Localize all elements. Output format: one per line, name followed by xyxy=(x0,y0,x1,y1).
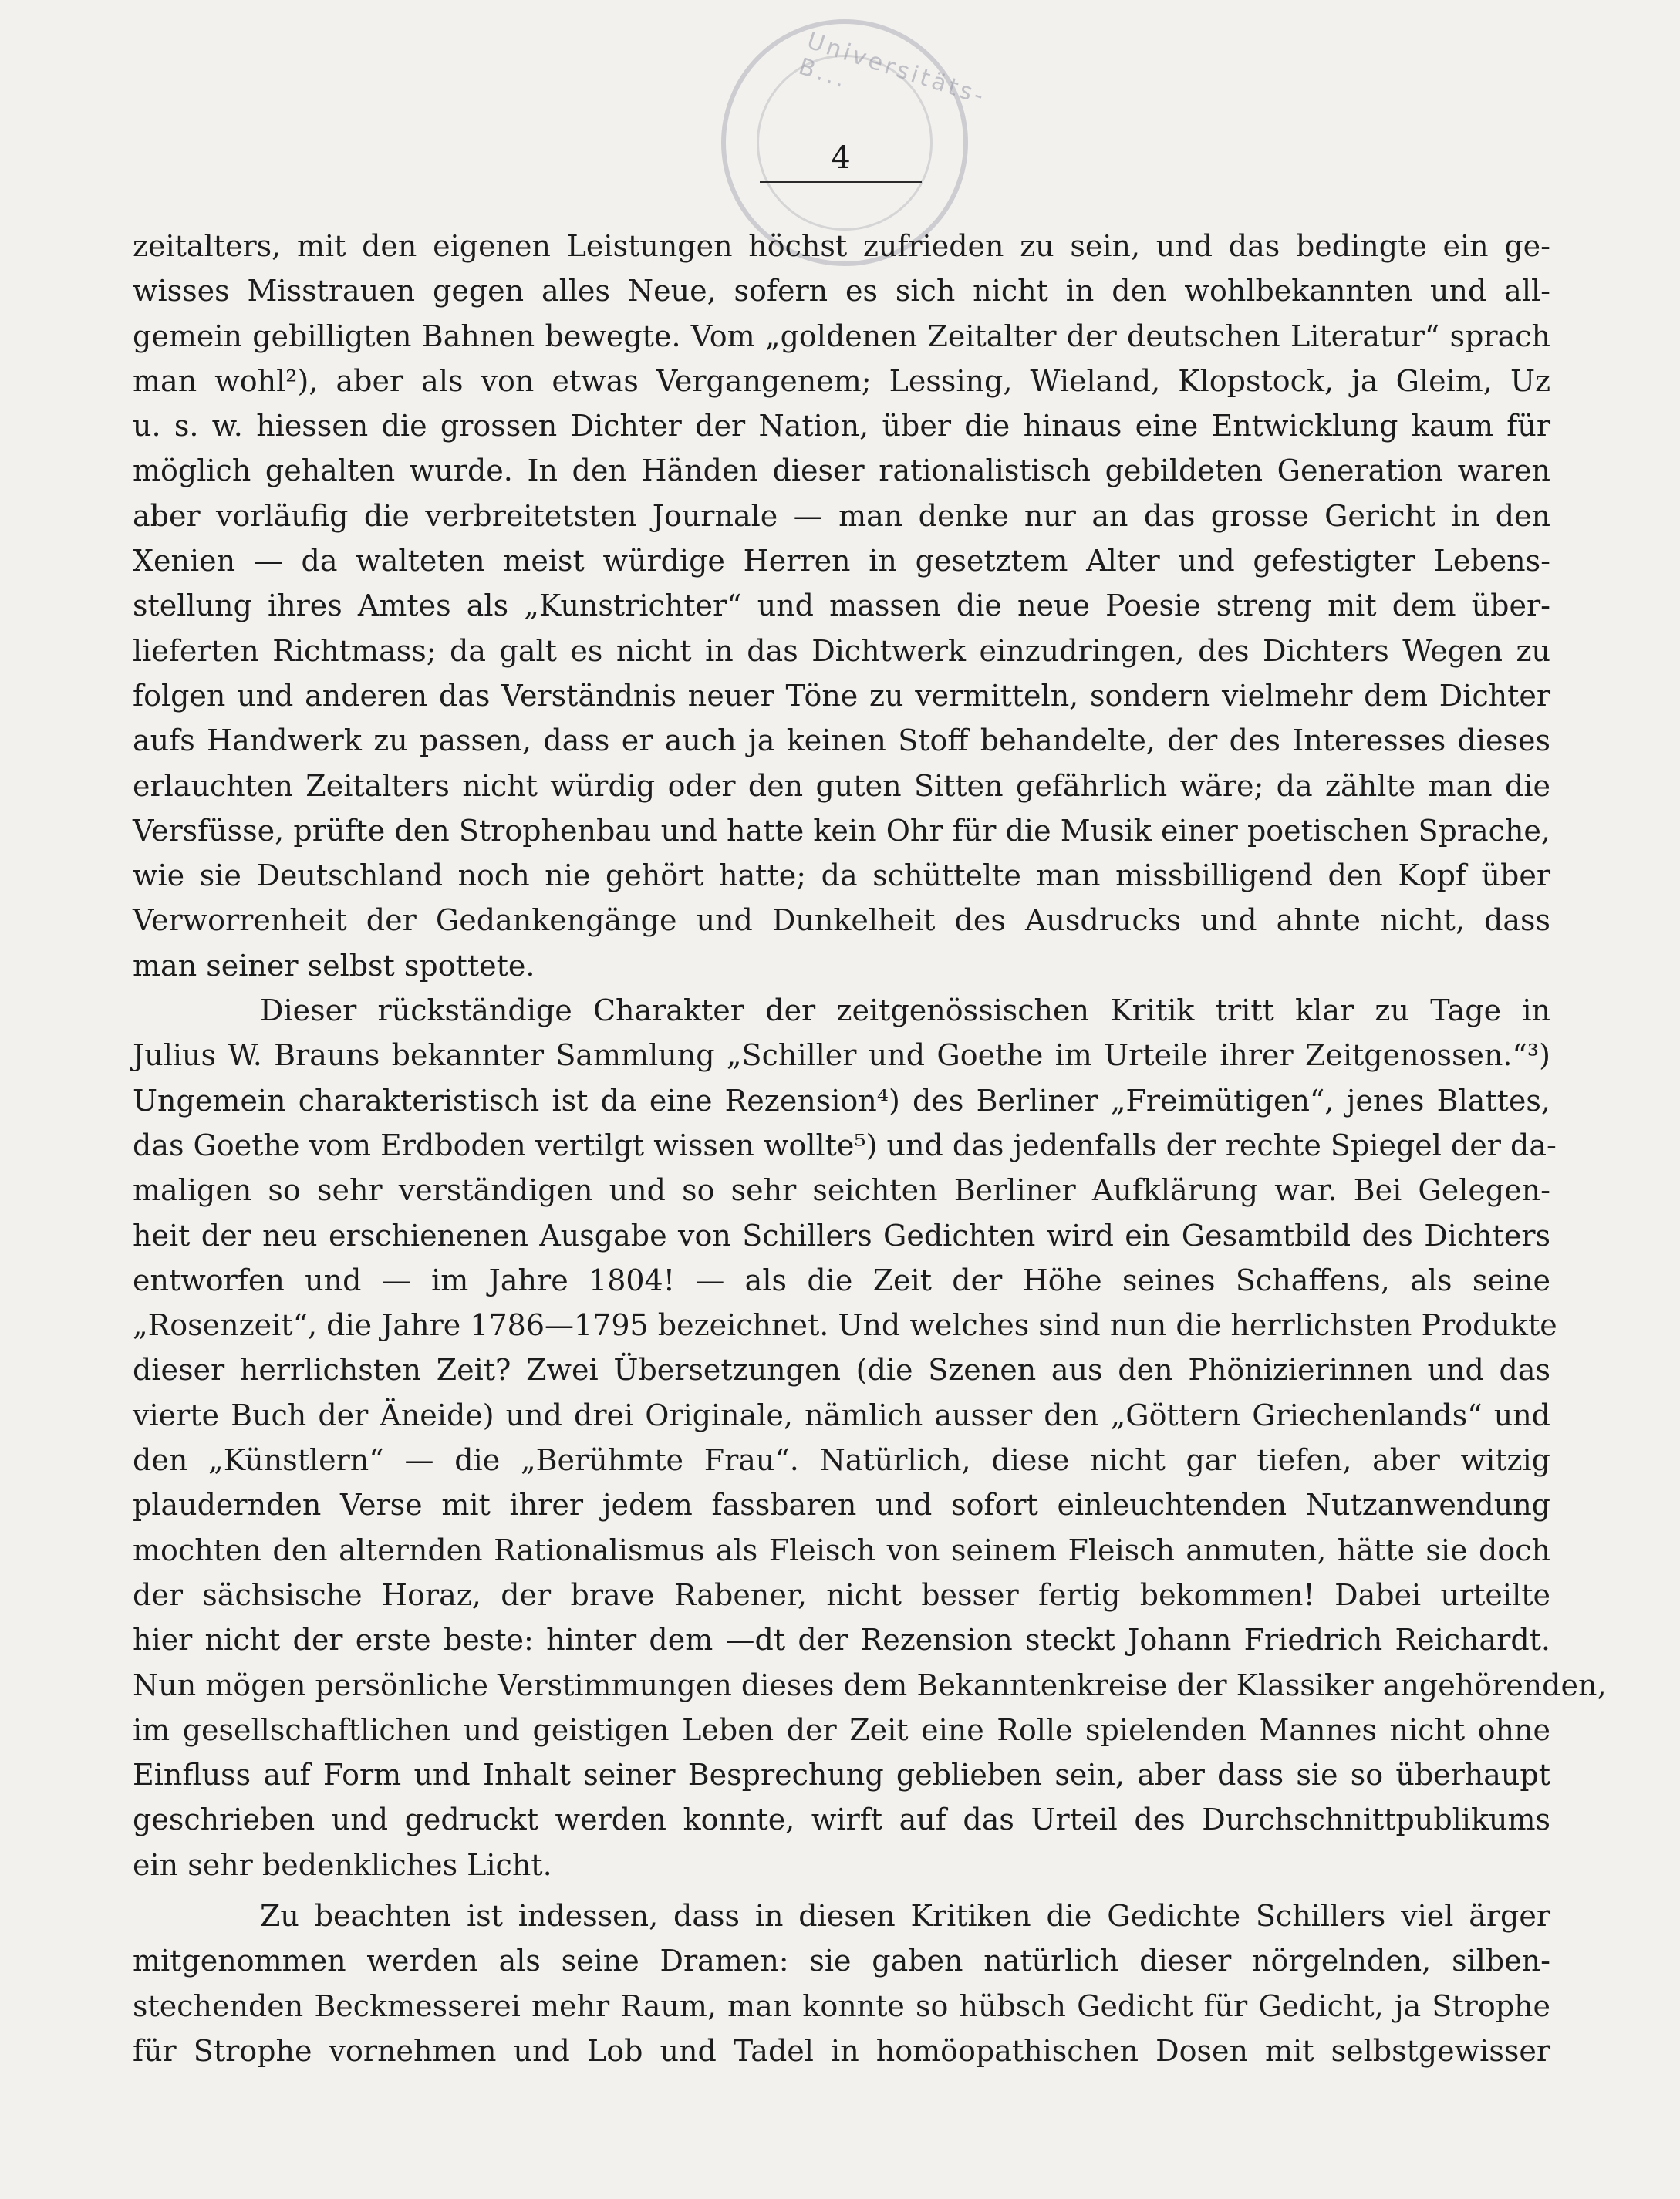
text-line: Versfüsse, prüfte den Strophenbau und hatte kein Ohr für die Musik einer poetischen Sprache, xyxy=(133,813,1550,848)
paragraph-end-line: man seiner selbst spottete. xyxy=(133,948,535,983)
text-line: erlauchten Zeitalters nicht würdig oder den guten Sitten gefährlich wäre; da zählte man die xyxy=(133,768,1550,803)
text-line: der sächsische Horaz, der brave Rabener, nicht besser fertig bekommen! Dabei urteilte xyxy=(133,1577,1550,1612)
text-line: entworfen und — im Jahre 1804! — als die Zeit der Höhe seines Schaffens, als seine xyxy=(133,1263,1550,1297)
text-line: Nun mögen persönliche Verstimmungen dieses dem Bekanntenkreise der Klassiker angehörenden, xyxy=(133,1668,1607,1702)
text-line: lieferten Richtmass; da galt es nicht in das Dichtwerk einzudringen, des Dichters Wegen zu xyxy=(133,633,1550,668)
paragraph-gap xyxy=(133,1887,1550,1894)
text-line: wisses Misstrauen gegen alles Neue, sofern es sich nicht in den wohlbekannten und all- xyxy=(133,274,1550,309)
paragraph-start-line: Dieser rückständige Charakter der zeitgenössischen Kritik tritt klar zu Tage in xyxy=(260,993,1550,1028)
page-number-rule xyxy=(760,181,922,183)
text-line: Julius W. Brauns bekannter Sammlung „Schiller und Goethe im Urteile ihrer Zeitgenossen.“³) xyxy=(133,1038,1550,1073)
library-stamp-text: Universitäts-B... xyxy=(795,27,990,111)
text-line: geschrieben und gedruckt werden konnte, wirft auf das Urteil des Durchschnittpublikums xyxy=(133,1803,1550,1837)
body-text xyxy=(133,224,1607,2073)
text-line: hier nicht der erste beste: hinter dem —dt der Rezension steckt Johann Friedrich Reichardt. xyxy=(133,1623,1550,1658)
paragraph-end-line: ein sehr bedenkliches Licht. xyxy=(133,1847,552,1882)
text-line: aufs Handwerk zu passen, dass er auch ja keinen Stoff behandelte, der des Interesses dieses xyxy=(133,723,1550,758)
text-line: im gesellschaftlichen und geistigen Leben der Zeit eine Rolle spielenden Mannes nicht ohne xyxy=(133,1712,1550,1747)
text-line: dieser herrlichsten Zeit? Zwei Übersetzungen (die Szenen aus den Phönizierinnen und das xyxy=(133,1353,1550,1388)
text-line: Ungemein charakteristisch ist da eine Rezension⁴) des Berliner „Freimütigen“, jenes Blattes, xyxy=(133,1083,1550,1118)
text-line: Verworrenheit der Gedankengänge und Dunkelheit des Ausdrucks und ahnte nicht, dass xyxy=(133,903,1550,938)
text-line: den „Künstlern“ — die „Berühmte Frau“. Natürlich, diese nicht gar tiefen, aber witzig xyxy=(133,1443,1550,1478)
text-line: stechenden Beckmesserei mehr Raum, man konnte so hübsch Gedicht für Gedicht, ja Strophe xyxy=(133,1988,1550,2023)
text-line: stellung ihres Amtes als „Kunstrichter“ und massen die neue Poesie streng mit dem über- xyxy=(133,589,1550,623)
text-line: vierte Buch der Äneide) und drei Originale, nämlich ausser den „Göttern Griechenlands“ und xyxy=(133,1398,1550,1432)
text-line: mochten den alternden Rationalismus als Fleisch von seinem Fleisch anmuten, hätte sie doch xyxy=(133,1533,1550,1567)
text-line: folgen und anderen das Verständnis neuer Töne zu vermitteln, sondern vielmehr dem Dichter xyxy=(133,678,1550,713)
text-line: mitgenommen werden als seine Dramen: sie gaben natürlich dieser nörgelnden, silben- xyxy=(133,1944,1550,1978)
text-line: für Strophe vornehmen und Lob und Tadel in homöopathischen Dosen mit selbstgewisser xyxy=(133,2033,1550,2068)
text-line: möglich gehalten wurde. In den Händen dieser rationalistisch gebildeten Generation waren xyxy=(133,454,1550,488)
text-line: heit der neu erschienenen Ausgabe von Schillers Gedichten wird ein Gesamtbild des Dichters xyxy=(133,1218,1550,1253)
text-line: plaudernden Verse mit ihrer jedem fassbaren und sofort einleuchtenden Nutzanwendung xyxy=(133,1488,1550,1523)
text-line: Xenien — da walteten meist würdige Herren in gesetztem Alter und gefestigter Lebens- xyxy=(133,544,1550,578)
text-line: zeitalters, mit den eigenen Leistungen höchst zufrieden zu sein, und das bedingte ein ge- xyxy=(133,229,1550,263)
text-line: Einfluss auf Form und Inhalt seiner Besprechung geblieben sein, aber dass sie so überhaupt xyxy=(133,1758,1550,1793)
text-line: aber vorläufig die verbreitetsten Journale — man denke nur an das grosse Gericht in den xyxy=(133,498,1550,533)
text-line: das Goethe vom Erdboden vertilgt wissen wollte⁵) und das jedenfalls der rechte Spiegel der da- xyxy=(133,1128,1557,1162)
paragraph-start-line: Zu beachten ist indessen, dass in diesen Kritiken die Gedichte Schillers viel ärger xyxy=(260,1898,1550,1933)
text-line: gemein gebilligten Bahnen bewegte. Vom „goldenen Zeitalter der deutschen Literatur“ sprach xyxy=(133,319,1550,353)
text-line: „Rosenzeit“, die Jahre 1786—1795 bezeichnet. Und welches sind nun die herrlichsten Produkte xyxy=(133,1308,1557,1343)
text-line: u. s. w. hiessen die grossen Dichter der Nation, über die hinaus eine Entwicklung kaum für xyxy=(133,409,1550,444)
text-line: wie sie Deutschland noch nie gehört hatte; da schüttelte man missbilligend den Kopf über xyxy=(133,858,1550,893)
page-number: 4 xyxy=(831,140,851,176)
text-line: maligen so sehr verständigen und so sehr seichten Berliner Aufklärung war. Bei Gelegen- xyxy=(133,1173,1550,1208)
text-line: man wohl²), aber als von etwas Vergangenem; Lessing, Wieland, Klopstock, ja Gleim, Uz xyxy=(133,363,1550,398)
